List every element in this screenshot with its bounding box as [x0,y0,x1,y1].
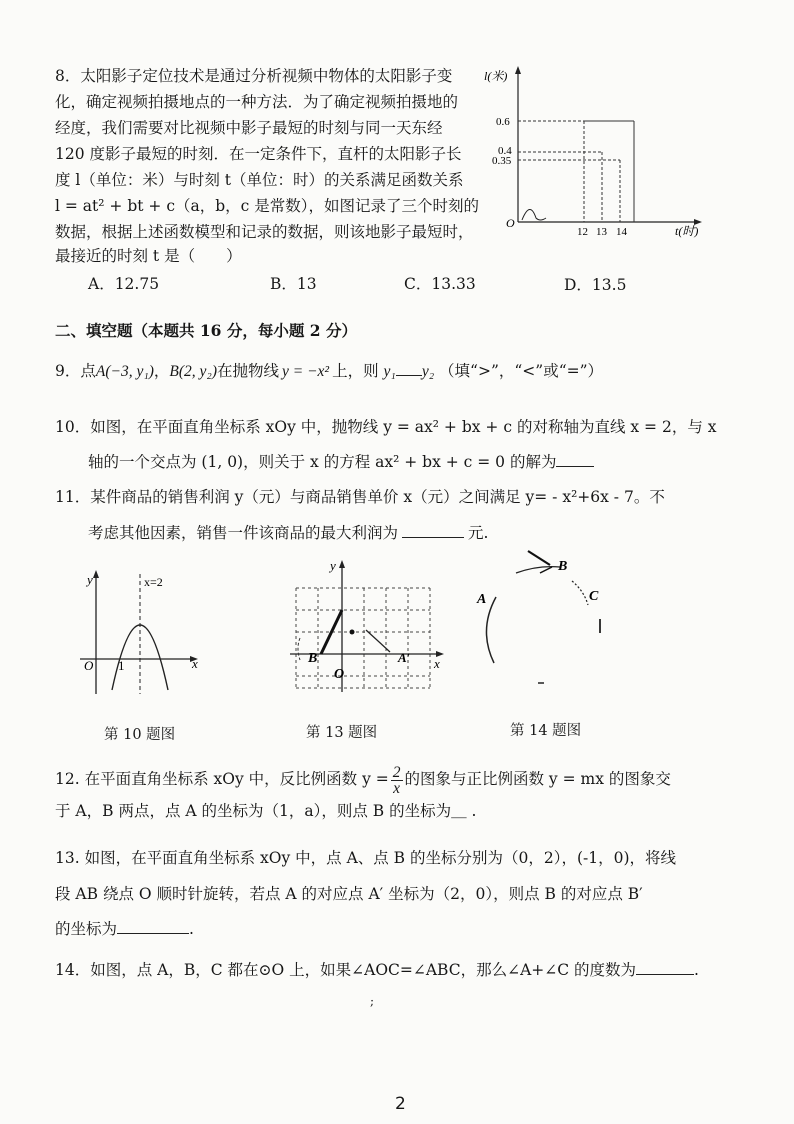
q8-line-6: l = at² + bt + c（a，b，c 是常数），如图记录了三个时刻的 [55,197,480,215]
q8-line-5: 度 l（单位：米）与时刻 t（单位：时）的关系满足函数关系 [55,171,464,189]
q9-sep: ， [153,362,170,380]
q12-line-1-suffix: 的图象与正比例函数 y = mx 的图象交 [404,770,671,788]
q11-line-2-suffix: 元. [468,524,489,542]
q9-y2: y₂ [421,363,435,380]
q12-frac-num: 2 [392,763,401,781]
q12-line-1-prefix: 12. 在平面直角坐标系 xOy 中，反比例函数 y = [55,770,389,788]
q8-y-label: l(米) [484,69,508,83]
fig14-point-a: A [477,592,487,607]
q9-y1: y₁ [383,363,396,380]
fig10-caption: 第 10 题图 [104,727,176,743]
q8-ytick-04: 0.4 [498,145,512,157]
q8-ytick-06: 0.6 [496,116,510,128]
scan-speck: ; [370,994,375,1008]
fig13-grid [296,588,430,688]
q13-line-2: 段 AB 绕点 O 顺时针旋转，若点 A 的对应点 A′ 坐标为（2，0），则点 B 的对应点 B′ [55,885,643,903]
q8-option-d: D．13.5 [564,276,627,294]
q9-equation: y = −x² [282,363,330,380]
fig14-arc-top [516,567,560,573]
q8-xtick-12: 12 [577,226,588,238]
fig13-caption: 第 13 题图 [306,725,378,741]
q9-suffix: （填“>”，“<”或“=”） [439,362,604,380]
q8-xtick-13: 13 [596,226,607,238]
fig14-chord-b [528,551,550,565]
q8-option-b: B．13 [270,275,317,293]
q8-xtick-14: 14 [616,226,627,238]
fig13-x-label: x [434,656,440,671]
q13-line-3 [55,917,194,939]
q10-line-1: 10．如图，在平面直角坐标系 xOy 中，抛物线 y = ax² + bx + c 的对称轴为直线 x = 2，与 x [55,418,717,436]
fig13-y-label: y [330,558,336,573]
q8-line-4: 120 度影子最短的时刻．在一定条件下，直杆的太阳影子长 [55,145,462,163]
figure-10 [78,570,218,700]
fig10-y-label: y [87,572,93,587]
q8-axis-break [522,209,546,220]
fig13-point-dot [350,630,355,635]
q8-graph [480,60,720,260]
fig10-one: 1 [118,658,125,673]
q13-line-3-suffix: . [189,920,194,938]
q14-answer-blank[interactable] [636,958,694,975]
figure-13 [288,558,458,698]
question-14 [55,958,699,980]
fig10-axis-label: x=2 [144,575,163,589]
q13-line-3-prefix: 的坐标为 [55,920,118,938]
q13-answer-blank[interactable] [117,917,189,934]
q8-line-2: 化，确定视频拍摄地点的一种方法．为了确定视频拍摄地的 [55,93,459,111]
fig14-arc-left [486,597,496,663]
q8-origin: O [506,216,515,230]
q10-answer-blank[interactable] [556,450,594,467]
q8-x-label: t(时) [675,224,699,238]
q8-line-8: 最接近的时刻 t 是（ ） [55,247,242,265]
q13-line-1: 13. 如图，在平面直角坐标系 xOy 中，点 A、点 B 的坐标分别为（0，2），(-1，0)，将线 [55,849,677,867]
q9-tail: 上，则 [332,362,379,380]
q8-y-arrow [515,66,521,74]
fig10-origin: O [84,658,94,673]
fig13-point-a-prime: A′ [398,650,411,665]
q9-mid: 在抛物线 [216,362,279,380]
question-9 [55,359,603,382]
q14-suffix: . [694,961,699,979]
fig13-rotation-mark [366,630,390,652]
q9-point-b: B(2, y₂) [169,363,217,380]
fig13-origin: O [334,667,345,682]
page-number: 2 [395,1094,406,1114]
fig14-point-b: B [558,559,568,574]
q11-line-1: 11．某件商品的销售利润 y（元）与商品销售单价 x（元）之间满足 y= - x²+6x - 7。不 [55,488,665,506]
q8-line-3: 经度，我们需要对比视频中影子最短的时刻与同一天东经 [55,119,443,137]
q12-line-2: 于 A，B 两点，点 A 的坐标为（1，a），则点 B 的坐标为＿ . [55,802,477,820]
q14-text: 14．如图，点 A，B，C 都在⊙O 上，如果∠AOC=∠ABC，那么∠A+∠C 的度数为 [55,961,637,979]
q12-frac-den: x [393,779,401,797]
q8-ytick-035: 0.35 [492,155,512,167]
q8-line-7: 数据，根据上述函数模型和记录的数据，则该地影子最短时， [55,223,474,241]
q11-line-2-prefix: 考虑其他因素，销售一件该商品的最大利润为 [88,524,399,542]
fig14-point-c: C [589,589,599,604]
q12-line-1 [55,762,671,796]
q11-answer-blank[interactable] [402,521,464,538]
section-2-title: 二、填空题（本题共 16 分，每小题 2 分） [55,321,357,340]
fig10-x-label: x [192,656,198,671]
q8-line-1: 8．太阳影子定位技术是通过分析视频中物体的太阳影子变 [55,67,453,85]
q9-answer-blank[interactable] [396,359,422,376]
q10-line-2-text: 轴的一个交点为 (1, 0)，则关于 x 的方程 ax² + bx + c = 0 的解为 [88,453,557,471]
q9-point-a: A(−3, y₁) [95,363,154,380]
q9-prefix: 9．点 [55,362,96,380]
q11-line-2 [88,521,488,543]
q8-option-a: A．12.75 [88,275,160,293]
q10-line-2 [88,450,594,472]
fig14-caption: 第 14 题图 [510,723,582,739]
fig13-point-b: B [308,651,318,666]
q12-fraction [391,765,403,796]
q8-option-c: C．13.33 [404,275,476,293]
figure-14 [468,545,628,695]
